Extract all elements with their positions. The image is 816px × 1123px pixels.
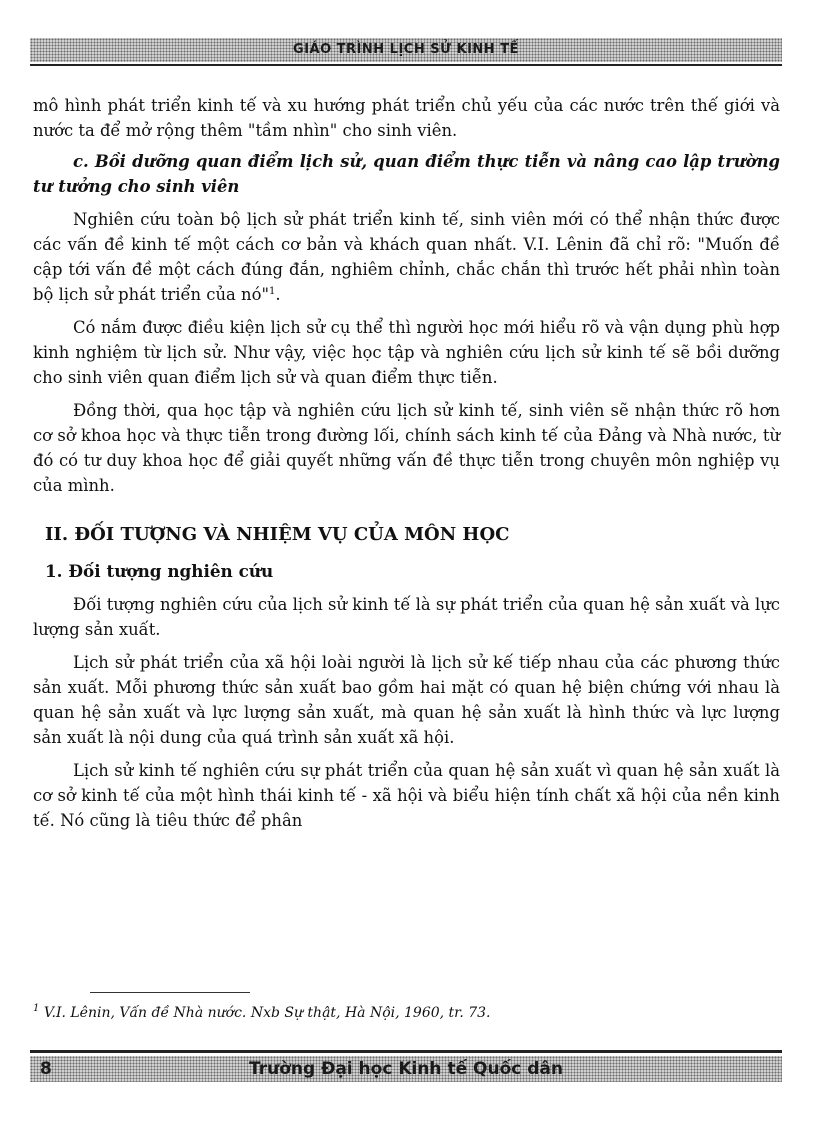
paragraph-modes-of-production: Lịch sử phát triển của xã hội loài người là lịch sử kế tiếp nhau của các phương thức sản xuất. Mỗi phương thức sản xuất bao gồm hai mặt có quan hệ biện chứng với nhau là quan hệ sản xuất và lực lượng sản xuất, mà quan hệ sản xuất là hình thức và lực lượng sản xuất là nội dung của quá trình sản xuất xã hội. — [33, 653, 780, 747]
paragraph-lenin-quote: Nghiên cứu toàn bộ lịch sử phát triển kinh tế, sinh viên mới có thể nhận thức được các vấn đề kinh tế một cách cơ bản và khách quan nhất. V.I. Lênin đã chỉ rõ: "Muốn đề cập tới vấn đề một cách đúng đắn, nghiêm chỉnh, chắc chắn thì trước hết phải nhìn toàn bộ lịch sử phát triển của nó"$^1$. — [33, 210, 780, 304]
running-footer — [30, 1056, 782, 1082]
footnote-text: V.I. Lênin, Vấn đề Nhà nước. Nxb Sự thật, Hà Nội, 1960, tr. 73. — [43, 1005, 491, 1021]
paragraph-party-policy: Đồng thời, qua học tập và nghiên cứu lịch sử kinh tế, sinh viên sẽ nhận thức rõ hơn cơ sở khoa học và thực tiễn trong đường lối, chính sách kinh tế của Đảng và Nhà nước, từ đó có tư duy khoa học để giải quyết những vấn đề thực tiễn trong chuyên môn nghiệp vụ của mình. — [33, 401, 780, 495]
footnote-marker: 1 — [33, 1003, 40, 1014]
paragraph-relations-of-production: Lịch sử kinh tế nghiên cứu sự phát triển của quan hệ sản xuất vì quan hệ sản xuất là cơ sở kinh tế của một hình thái kinh tế - xã hội và biểu hiện tính chất xã hội của nền kinh tế. Nó cũng là tiêu thức để phân — [33, 761, 780, 830]
page-body — [33, 93, 780, 833]
running-header-title: GIÁO TRÌNH LỊCH SỬ KINH TẾ — [293, 42, 519, 57]
footnote-reference[interactable]: 1 — [269, 286, 276, 297]
paragraph-historical-conditions: Có nắm được điều kiện lịch sử cụ thể thì người học mới hiểu rõ và vận dụng phù hợp kinh nghiệm từ lịch sử. Như vậy, việc học tập và nghiên cứu lịch sử kinh tế sẽ bồi dưỡng cho sinh viên quan điểm lịch sử và quan điểm thực tiễn. — [33, 318, 780, 387]
footnote — [33, 1003, 780, 1023]
footnote-separator — [90, 992, 250, 993]
subsection-heading: 1. Đối tượng nghiên cứu — [45, 561, 274, 581]
paragraph-research-object: Đối tượng nghiên cứu của lịch sử kinh tế là sự phát triển của quan hệ sản xuất và lực lượng sản xuất. — [33, 595, 780, 639]
running-header — [30, 38, 782, 62]
footer-institution: Trường Đại học Kinh tế Quốc dân — [249, 1059, 563, 1079]
paragraph-continuation: mô hình phát triển kinh tế và xu hướng phát triển chủ yếu của các nước trên thế giới và nước ta để mở rộng thêm "tầm nhìn" cho sinh viên. — [33, 96, 780, 140]
subsection-c-heading: c. Bồi dưỡng quan điểm lịch sử, quan điểm thực tiễn và nâng cao lập trường tư tưởng cho sinh viên — [33, 152, 780, 196]
paragraph-lenin-quote-text: Nghiên cứu toàn bộ lịch sử phát triển kinh tế, sinh viên mới có thể nhận thức được các vấn đề kinh tế một cách cơ bản và khách quan nhất. V.I. Lênin đã chỉ rõ: "Muốn đề cập tới vấn đề một cách đúng đắn, nghiêm chỉnh, chắc chắn thì trước hết phải nhìn toàn bộ lịch sử phát triển của nó" — [33, 210, 780, 304]
footer-rule — [30, 1050, 782, 1053]
page-number: 8 — [40, 1059, 52, 1079]
section-heading: II. ĐỐI TƯỢNG VÀ NHIỆM VỤ CỦA MÔN HỌC — [45, 524, 510, 545]
header-rule — [30, 64, 782, 66]
